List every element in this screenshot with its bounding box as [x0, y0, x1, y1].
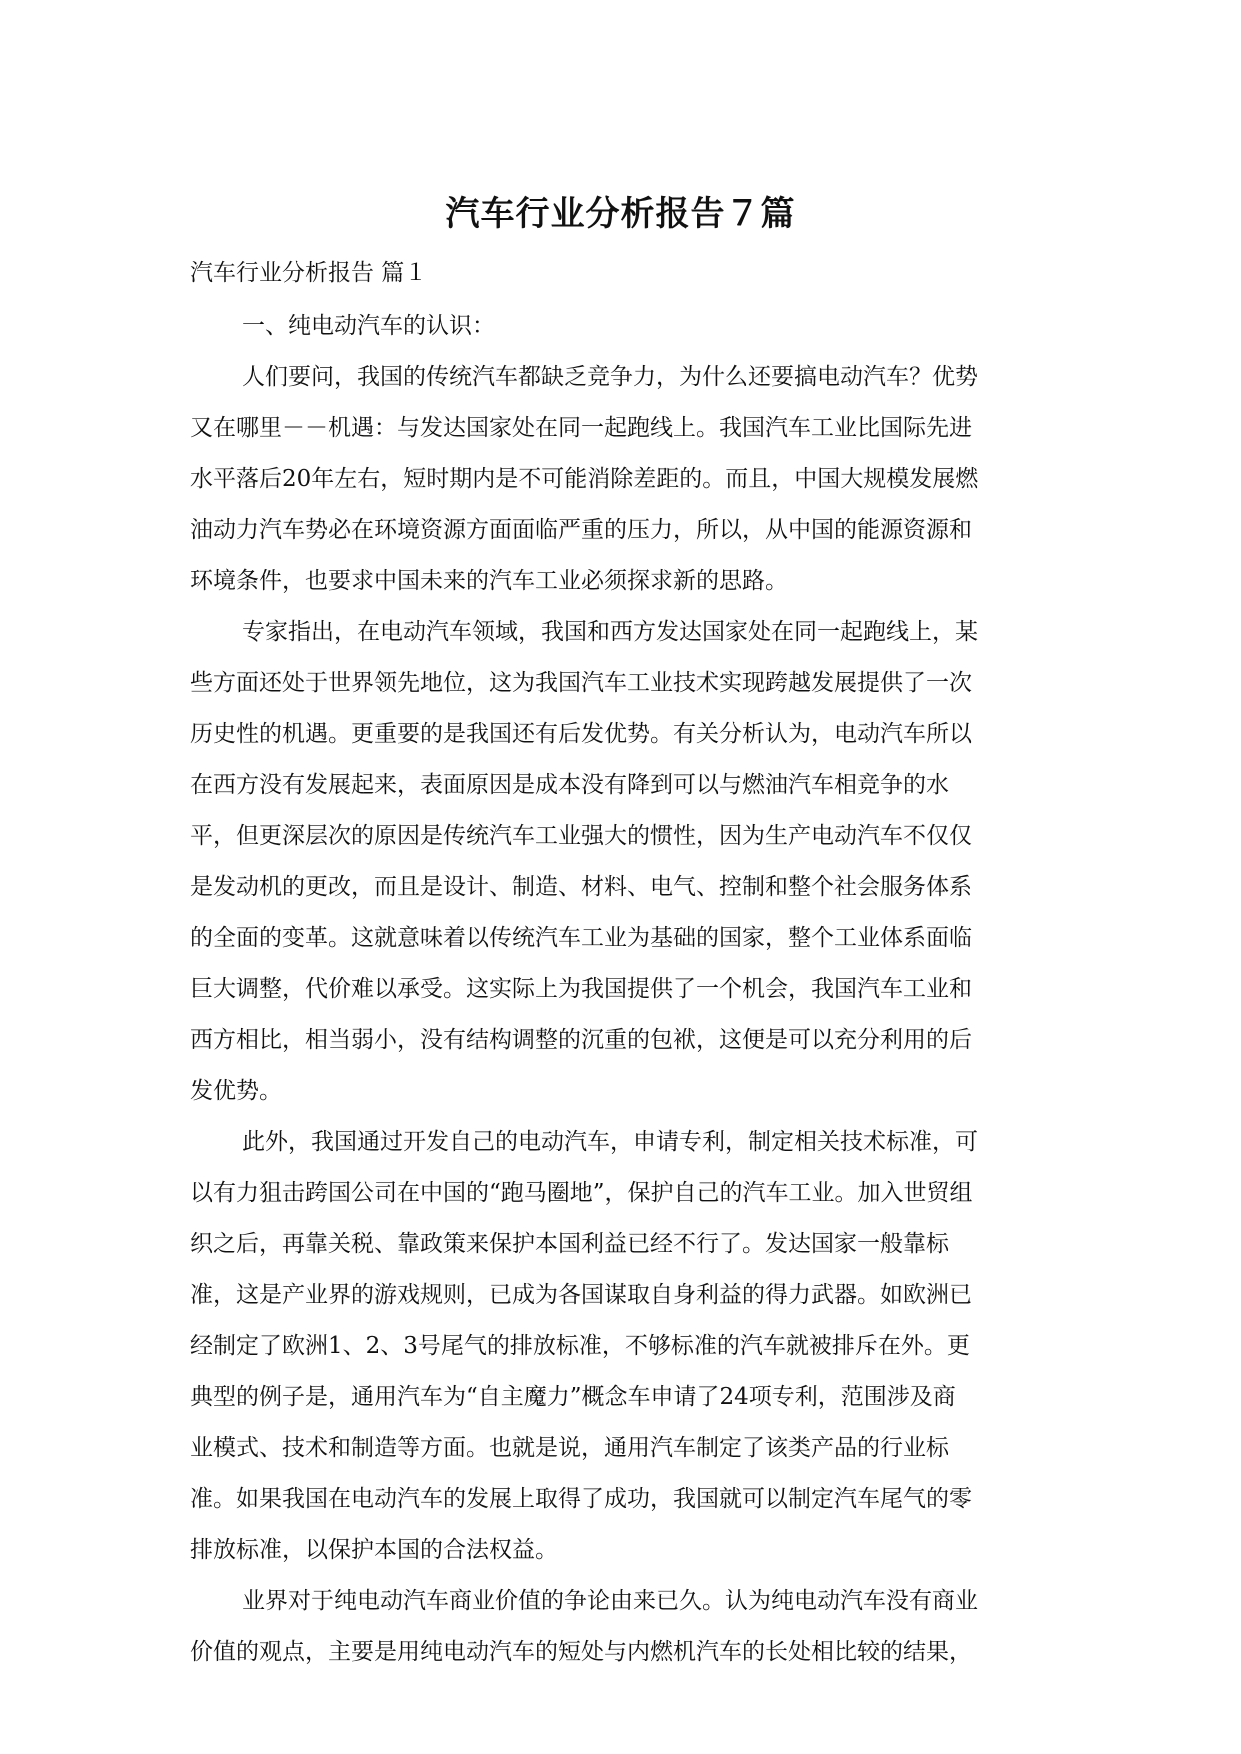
text-line: 平，但更深层次的原因是传统汽车工业强大的惯性，因为生产电动汽车不仅仅 — [190, 823, 972, 849]
text-line: 水平落后20年左右，短时期内是不可能消除差距的。而且，中国大规模发展燃 — [190, 466, 979, 492]
text-line: 以有力狙击跨国公司在中国的“跑马圈地”，保护自己的汽车工业。加入世贸组 — [190, 1180, 973, 1206]
text-line: 此外，我国通过开发自己的电动汽车，申请专利，制定相关技术标准，可 — [242, 1129, 978, 1155]
text-line: 环境条件，也要求中国未来的汽车工业必须探求新的思路。 — [190, 568, 788, 594]
text-line: 专家指出，在电动汽车领域，我国和西方发达国家处在同一起跑线上，某 — [242, 619, 978, 645]
text-line: 典型的例子是，通用汽车为“自主魔力”概念车申请了24项专利，范围涉及商 — [190, 1384, 956, 1410]
section-heading: 汽车行业分析报告 篇１ — [190, 260, 428, 286]
text-line: 些方面还处于世界领先地位，这为我国汽车工业技术实现跨越发展提供了一次 — [190, 670, 972, 696]
text-line: 准。如果我国在电动汽车的发展上取得了成功，我国就可以制定汽车尾气的零 — [190, 1486, 972, 1512]
text-line: 价值的观点，主要是用纯电动汽车的短处与内燃机汽车的长处相比较的结果， — [190, 1639, 972, 1665]
text-line: 是发动机的更改，而且是设计、制造、材料、电气、控制和整个社会服务体系 — [190, 874, 972, 900]
text-line: 人们要问，我国的传统汽车都缺乏竞争力，为什么还要搞电动汽车？优势 — [242, 364, 978, 390]
text-line: 历史性的机遇。更重要的是我国还有后发优势。有关分析认为，电动汽车所以 — [190, 721, 972, 747]
text-line: 发优势。 — [190, 1078, 282, 1104]
document-title: 汽车行业分析报告７篇 — [445, 194, 796, 234]
text-line: 经制定了欧洲1、2、3号尾气的排放标准，不够标准的汽车就被排斥在外。更 — [190, 1333, 970, 1359]
text-line: 巨大调整，代价难以承受。这实际上为我国提供了一个机会，我国汽车工业和 — [190, 976, 972, 1002]
text-line: 油动力汽车势必在环境资源方面面临严重的压力，所以，从中国的能源资源和 — [190, 517, 972, 543]
text-line: 的全面的变革。这就意味着以传统汽车工业为基础的国家，整个工业体系面临 — [190, 925, 972, 951]
text-line: 业模式、技术和制造等方面。也就是说，通用汽车制定了该类产品的行业标 — [190, 1435, 949, 1461]
text-line: 准，这是产业界的游戏规则，已成为各国谋取自身利益的得力武器。如欧洲已 — [190, 1282, 972, 1308]
body-text — [190, 301, 1050, 1678]
text-line: 一、纯电动汽车的认识： — [242, 313, 495, 339]
text-line: 织之后，再靠关税、靠政策来保护本国利益已经不行了。发达国家一般靠标 — [190, 1231, 949, 1257]
text-line: 西方相比，相当弱小，没有结构调整的沉重的包袱，这便是可以充分利用的后 — [190, 1027, 972, 1053]
text-line: 排放标准，以保护本国的合法权益。 — [190, 1537, 558, 1563]
text-line: 在西方没有发展起来，表面原因是成本没有降到可以与燃油汽车相竞争的水 — [190, 772, 949, 798]
text-line: 业界对于纯电动汽车商业价值的争论由来已久。认为纯电动汽车没有商业 — [242, 1588, 978, 1614]
text-line: 又在哪里－－机遇：与发达国家处在同一起跑线上。我国汽车工业比国际先进 — [190, 415, 972, 441]
